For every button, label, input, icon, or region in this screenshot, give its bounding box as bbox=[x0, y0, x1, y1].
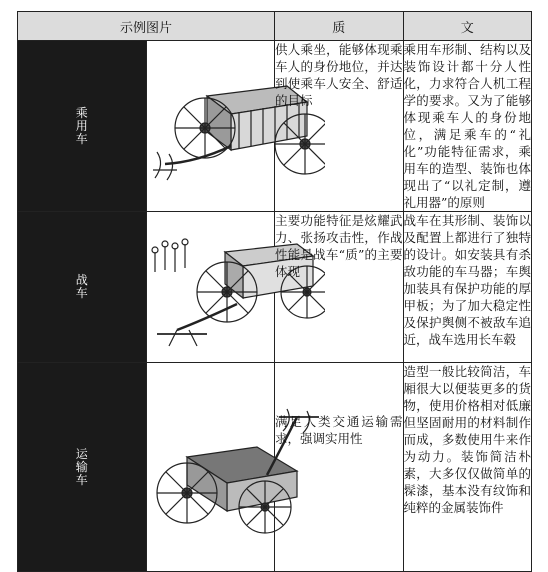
passenger-cart-quality: 供人乘坐，能够体现乘车人的身份地位，并达到使乘车人安全、舒适的目标 bbox=[275, 41, 404, 212]
transport-cart-form: 造型一般比较简洁，车厢很大以便装更多的货物，使用价格相对低廉但坚固耐用的材料制作而成，多数使用牛来作为动力。装饰简洁朴素，大多仅仅做简单的髹漆，基本没有纹饰和纯粹的金属装饰件 bbox=[403, 363, 532, 572]
passenger-cart-illustration bbox=[146, 41, 275, 212]
table-row bbox=[18, 212, 532, 363]
transport-cart-quality: 满足人类交通运输需求，强调实用性 bbox=[275, 363, 404, 572]
row-label-war-chariot: 战车 bbox=[18, 212, 147, 363]
row-label-transport-cart: 运输车 bbox=[18, 363, 147, 572]
header-form: 文 bbox=[403, 12, 532, 41]
war-chariot-illustration bbox=[146, 212, 275, 363]
header-picture: 示例图片 bbox=[18, 12, 275, 41]
transport-cart-illustration bbox=[146, 363, 275, 572]
comparison-table bbox=[17, 11, 532, 572]
table-row bbox=[18, 41, 532, 212]
war-chariot-quality: 主要功能特征是炫耀武力、张扬攻击性，作战性能是战车“质”的主要体现 bbox=[275, 212, 404, 363]
passenger-cart-form: 乘用车形制、结构以及装饰设计都十分人性化，力求符合人机工程学的要求。又为了能够体现乘车人的身份地位，满足乘车的“礼化”功能特征需求，乘用车的造型、装饰也体现出了“以礼定制，遵礼用器”的原则 bbox=[403, 42, 531, 210]
header-quality: 质 bbox=[275, 12, 404, 41]
table-row bbox=[18, 363, 532, 572]
row-label-passenger-cart: 乘用车 bbox=[18, 41, 147, 212]
war-chariot-form: 战车在其形制、装饰以及配置上都进行了独特的设计。如安装具有杀敌功能的车马器；车舆加装具有保护功能的厚甲板；为了加大稳定性及保护舆侧不被敌车追近，战车选用长车毂 bbox=[403, 212, 532, 363]
header-row bbox=[18, 12, 532, 41]
